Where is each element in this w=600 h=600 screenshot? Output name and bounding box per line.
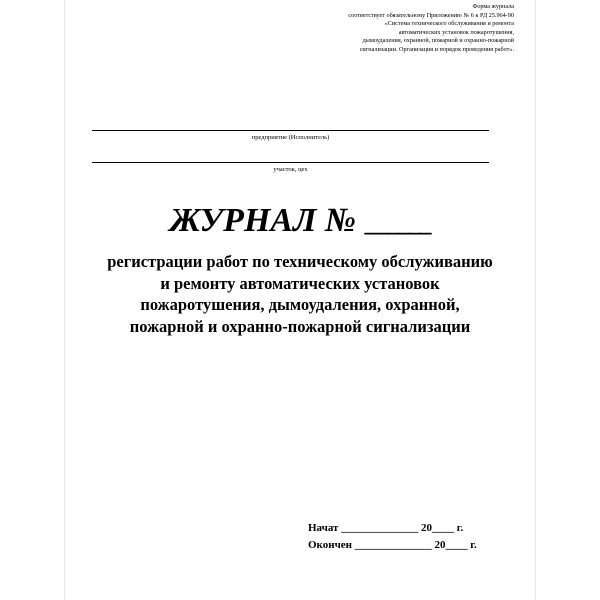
enterprise-caption: предприятие (Исполнитель) — [251, 134, 330, 141]
journal-number-blank[interactable]: ______ — [364, 211, 431, 237]
journal-title-text: ЖУРНАЛ № — [169, 202, 357, 239]
form-note-line: «Система технического обслуживания и ремонта — [384, 20, 514, 28]
section-caption: участок, цех — [273, 166, 308, 173]
end-date-row[interactable]: Окончен ______________ 20____ г. — [308, 539, 477, 551]
subtitle-line: пожарной и охранно-пожарной сигнализации — [129, 316, 471, 336]
enterprise-field-line[interactable] — [92, 130, 489, 131]
form-note-line: дымоудаления, охранной, пожарной и охранно-пожарной — [362, 37, 514, 45]
journal-title — [0, 201, 600, 244]
form-reference-note — [254, 3, 514, 55]
subtitle-line: пожаротушения, дымоудаления, охранной, — [140, 295, 460, 314]
subtitle-line: регистрации работ по техническому обслуживанию — [107, 252, 493, 271]
section-field-line[interactable] — [92, 162, 489, 163]
subtitle-line: и ремонту автоматических установок — [160, 273, 440, 293]
journal-subtitle — [0, 251, 600, 337]
start-date-row[interactable]: Начат ______________ 20____ г. — [308, 522, 464, 534]
form-note-line: автоматических установок пожаротушения, — [398, 28, 514, 36]
form-note-line: соответствует обязательному Приложению № 6 к РД 25.964-90 — [348, 11, 514, 19]
form-note-line: сигнализации. Организация и порядок проведения работ». — [359, 45, 514, 53]
form-note-line: Форма журнала — [472, 3, 514, 10]
